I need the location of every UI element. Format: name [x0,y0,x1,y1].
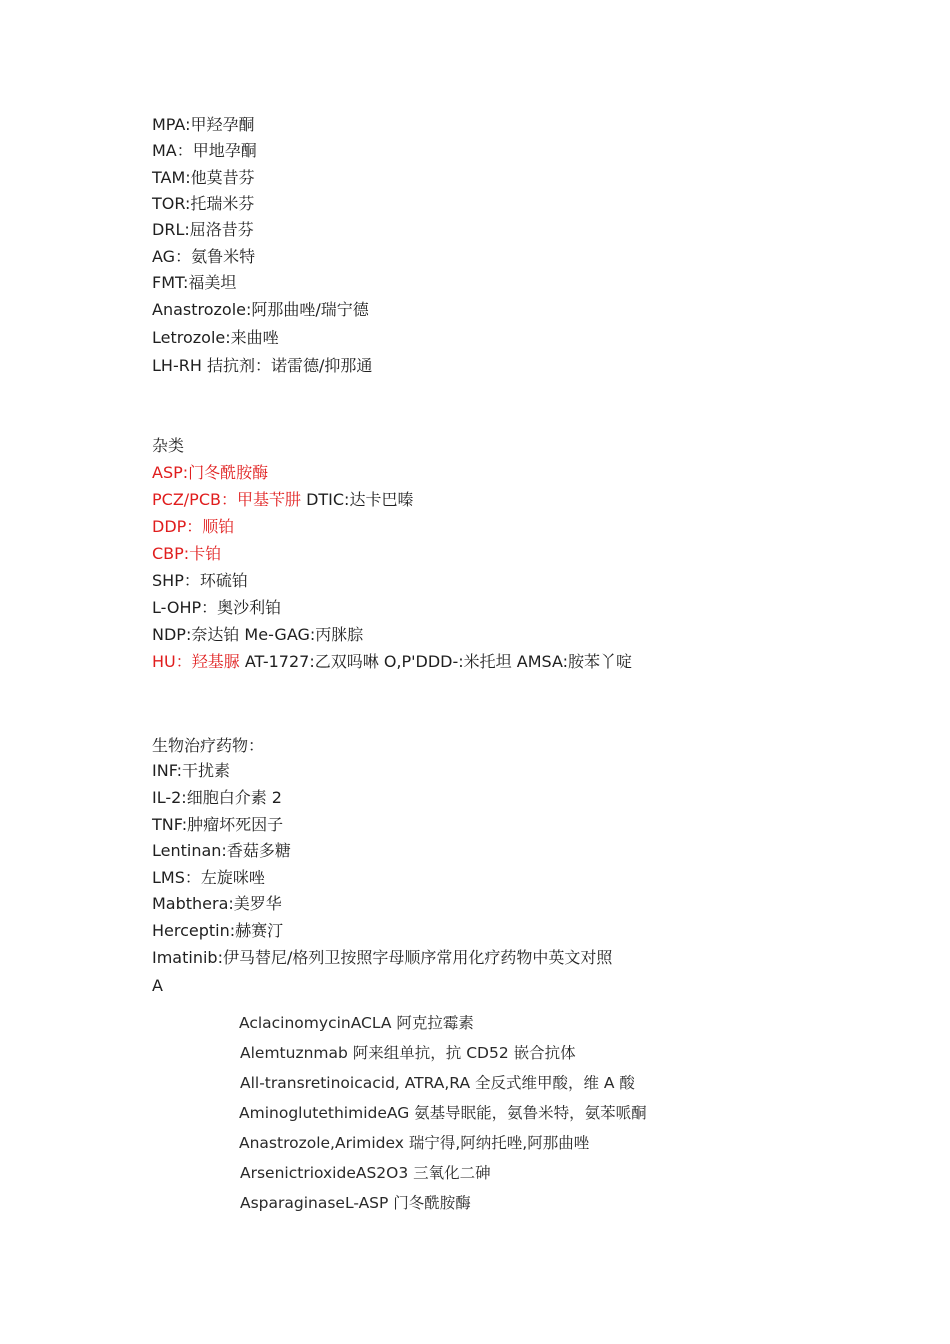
drug-line-il2: IL-2:细胞白介素 2 [152,788,282,807]
drug-line-tnf: TNF:肿瘤坏死因子 [152,815,284,834]
letter-heading-a: A [152,976,163,995]
drug-line-letrozole: Letrozole:来曲唑 [152,328,279,347]
drug-line-shp: SHP：环硫铂 [152,571,248,590]
drug-line-lhrh: LH-RH 拮抗剂：诺雷德/抑那通 [152,356,373,375]
drug-name-pcz: PCZ/PCB：甲基苄肼 [152,490,301,509]
section-heading-misc: 杂类 [152,436,185,455]
drug-line-inf: INF:干扰素 [152,761,231,780]
drug-name-hu: HU：羟基脲 [152,652,240,671]
glossary-entry: ArsenictrioxideAS2O3 三氧化二砷 [240,1164,491,1182]
drug-line-cbp: CBP:卡铂 [152,544,222,563]
drug-line-imatinib: Imatinib:伊马替尼/格列卫按照字母顺序常用化疗药物中英文对照 [152,948,613,967]
section-heading-bio: 生物治疗药物： [152,736,265,755]
glossary-entry: AminoglutethimideAG 氨基导眠能，氨鲁米特，氨苯哌酮 [239,1104,647,1122]
drug-line-lentinan: Lentinan:香菇多糖 [152,841,291,860]
drug-line-mabthera: Mabthera:美罗华 [152,894,282,913]
drug-line-fmt: FMT:福美坦 [152,273,237,292]
drug-line-tor: TOR:托瑞米芬 [152,194,255,213]
glossary-entry: All-transretinoicacid, ATRA,RA 全反式维甲酸，维 A 酸 [240,1074,635,1092]
drug-line-ag: AG：氨鲁米特 [152,247,256,266]
glossary-entry: Alemtuznmab 阿来组单抗，抗 CD52 嵌合抗体 [240,1044,576,1062]
drug-line-mpa: MPA:甲羟孕酮 [152,115,255,134]
drug-line-ddp: DDP：顺铂 [152,517,235,536]
glossary-entry: Anastrozole,Arimidex 瑞宁得,阿纳托唑,阿那曲唑 [239,1134,590,1152]
drug-line-tam: TAM:他莫昔芬 [152,168,255,187]
drug-line-lms: LMS：左旋咪唑 [152,868,265,887]
drug-line-asp: ASP:门冬酰胺酶 [152,463,269,482]
drug-line-ndp: NDP:奈达铂 Me-GAG:丙脒腙 [152,625,364,644]
drug-line-pcz [152,489,413,511]
drug-line-drl: DRL:屈洛昔芬 [152,220,254,239]
drug-line-lohp: L-OHP：奥沙利铂 [152,598,282,617]
drug-line-ma: MA：甲地孕酮 [152,141,257,160]
drug-name-others: AT-1727:乙双吗啉 O,P'DDD-:米托坦 AMSA:胺苯丫啶 [239,652,633,671]
glossary-entry: AclacinomycinACLA 阿克拉霉素 [239,1014,474,1032]
drug-name-dtic: DTIC:达卡巴嗪 [300,490,414,509]
drug-line-hu [152,651,632,673]
glossary-entry: AsparaginaseL-ASP 门冬酰胺酶 [240,1194,471,1212]
drug-line-anastrozole: Anastrozole:阿那曲唑/瑞宁德 [152,300,369,319]
drug-line-herceptin: Herceptin:赫赛汀 [152,921,284,940]
